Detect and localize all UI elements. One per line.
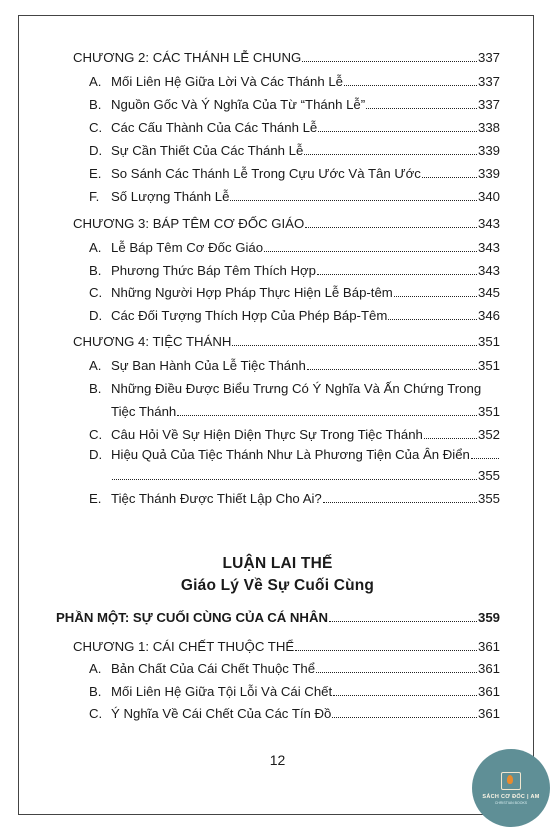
toc-item[interactable]: A. Bản Chất Của Cái Chết Thuộc Thể 361 xyxy=(89,661,500,676)
toc-item[interactable]: F. Số Lượng Thánh Lễ 340 xyxy=(89,189,500,204)
toc-item-continuation[interactable]: Tiệc Thánh 351 xyxy=(111,404,500,419)
toc-item[interactable]: D. Các Đối Tượng Thích Hợp Của Phép Báp-Têm 346 xyxy=(89,308,500,323)
logo-text: SÁCH CƠ ĐỐC | AM xyxy=(482,793,540,800)
toc-item[interactable]: E. So Sánh Các Thánh Lễ Trong Cựu Ước Và Tân Ước 339 xyxy=(89,166,500,181)
toc-item[interactable]: A. Sự Ban Hành Của Lễ Tiệc Thánh 351 xyxy=(89,358,500,373)
toc-item[interactable]: B. Phương Thức Báp Têm Thích Hợp 343 xyxy=(89,263,500,278)
toc-item[interactable]: C. Các Cấu Thành Của Các Thánh Lễ 338 xyxy=(89,120,500,135)
toc-item[interactable]: C. Ý Nghĩa Về Cái Chết Của Các Tín Đồ 361 xyxy=(89,706,500,721)
toc-item[interactable]: B. Nguồn Gốc Và Ý Nghĩa Của Từ “Thánh Lễ” 337 xyxy=(89,97,500,112)
toc-item-continuation[interactable]: 355 xyxy=(111,468,500,484)
toc-item[interactable]: B. Những Điều Được Biểu Trưng Có Ý Nghĩa Và Ấn Chứng Trong xyxy=(89,381,482,396)
toc-item[interactable]: C. Câu Hỏi Về Sự Hiện Diện Thực Sự Trong Tiệc Thánh 352 xyxy=(89,427,500,442)
page-number: 12 xyxy=(269,752,286,768)
toc-item[interactable]: A. Lễ Báp Têm Cơ Đốc Giáo 343 xyxy=(89,240,500,255)
toc-chapter-2[interactable]: CHƯƠNG 2: CÁC THÁNH LỄ CHUNG 337 xyxy=(73,50,500,65)
section-subtitle: Giáo Lý Về Sự Cuối Cùng xyxy=(180,577,375,594)
section-title: LUẬN LAI THẾ xyxy=(222,555,333,572)
toc-item[interactable]: C. Những Người Hợp Pháp Thực Hiện Lễ Báp-têm 345 xyxy=(89,285,500,300)
toc-item[interactable]: B. Mối Liên Hệ Giữa Tội Lỗi Và Cái Chết 361 xyxy=(89,684,500,699)
toc-item[interactable]: A. Mối Liên Hệ Giữa Lời Và Các Thánh Lễ 337 xyxy=(89,74,500,89)
toc-item[interactable]: E. Tiệc Thánh Được Thiết Lập Cho Ai? 355 xyxy=(89,491,500,506)
toc-item[interactable]: D. Sự Cần Thiết Của Các Thánh Lễ 339 xyxy=(89,143,500,158)
toc-chapter-1[interactable]: CHƯƠNG 1: CÁI CHẾT THUỘC THỂ 361 xyxy=(73,639,500,654)
toc-chapter-4[interactable]: CHƯƠNG 4: TIỆC THÁNH 351 xyxy=(73,334,500,349)
toc-part-1[interactable]: PHẦN MỘT: SỰ CUỐI CÙNG CỦA CÁ NHÂN 359 xyxy=(56,610,500,625)
toc-chapter-3[interactable]: CHƯƠNG 3: BÁP TÊM CƠ ĐỐC GIÁO 343 xyxy=(73,216,500,231)
publisher-logo xyxy=(472,749,550,827)
logo-subtext: CHRISTIAN BOOKS xyxy=(494,800,528,805)
toc-item[interactable]: D. Hiệu Quả Của Tiệc Thánh Như Là Phương Tiện Của Ân Điển xyxy=(89,447,500,463)
book-flame-icon xyxy=(501,772,521,790)
